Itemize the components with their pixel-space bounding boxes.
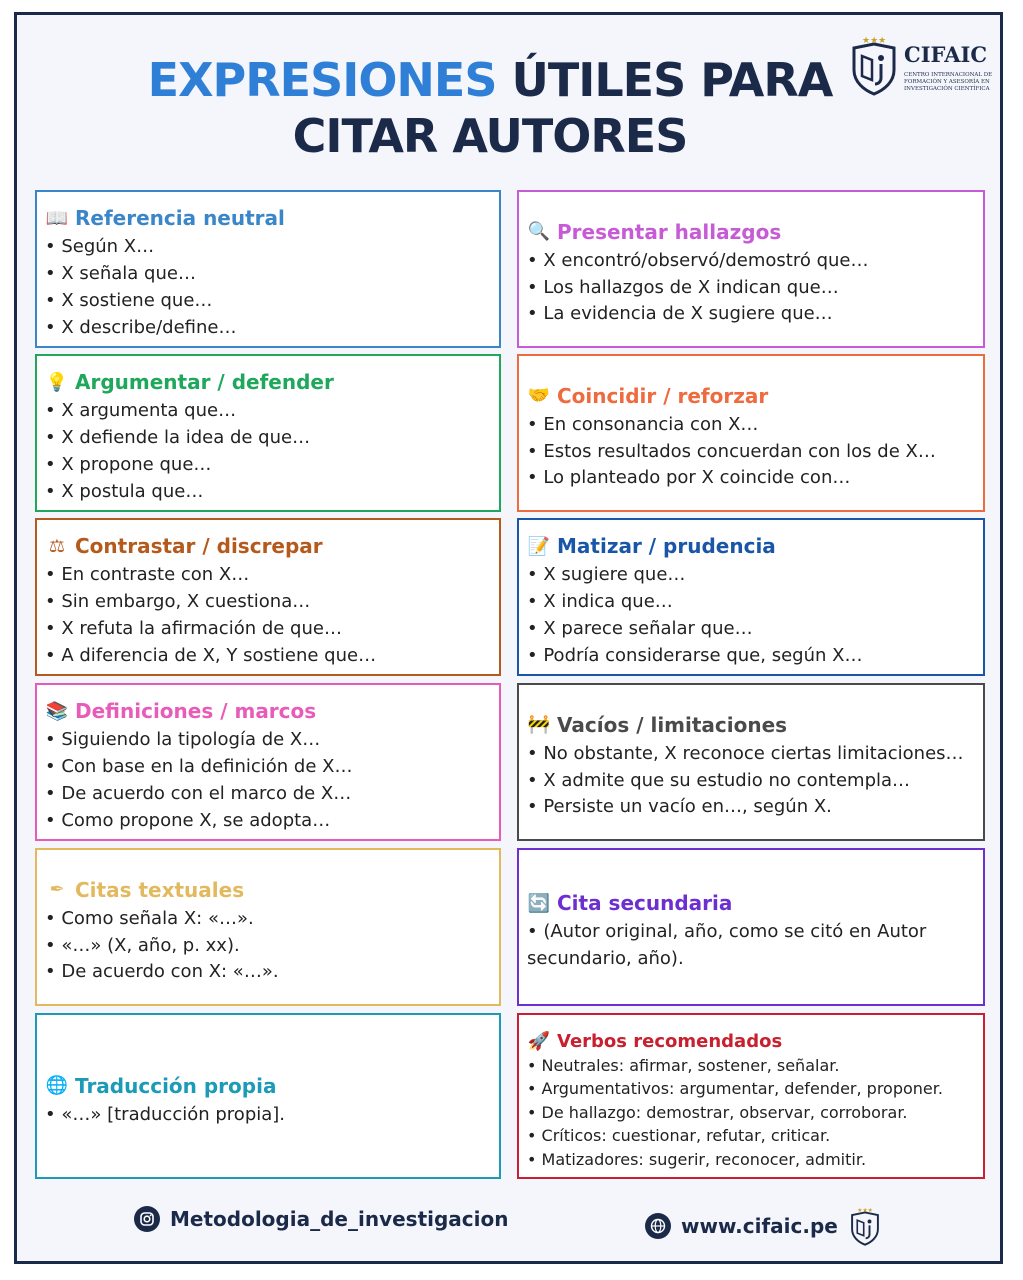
card-title-text: Contrastar / discrepar (75, 534, 323, 559)
card-argumentar-defender (35, 354, 501, 512)
list-item (527, 562, 977, 589)
card-list (45, 398, 493, 505)
card-title (45, 878, 493, 902)
card-title (527, 220, 977, 244)
title-highlight: EXPRESIONES (147, 53, 497, 107)
list-item-text: Siguiendo la tipología de X… (61, 729, 321, 751)
card-title-text: Argumentar / defender (75, 370, 334, 395)
card-cita-secundaria (517, 848, 985, 1006)
list-item-text: X postula que… (61, 480, 204, 502)
card-list (45, 562, 493, 669)
card-title-text: Presentar hallazgos (557, 219, 782, 244)
barrier-icon: 🚧 (527, 714, 551, 736)
list-item (45, 452, 493, 479)
card-title-text: Vacíos / limitaciones (557, 712, 788, 737)
list-item-text: X encontró/observó/demostró que… (543, 249, 869, 271)
list-item (527, 1101, 977, 1125)
list-item-text: De acuerdo con X: «…». (61, 961, 279, 983)
list-item (45, 562, 493, 589)
card-title (527, 713, 977, 737)
card-title (527, 384, 977, 408)
list-item (45, 959, 493, 986)
card-title (45, 699, 493, 723)
list-item (527, 275, 977, 302)
list-item-text: Como señala X: «…». (61, 907, 254, 929)
instagram-handle: Metodologia_de_investigacion (170, 1207, 509, 1231)
list-item (45, 727, 493, 754)
globe-icon: 🌐 (45, 1075, 69, 1097)
list-item (45, 643, 493, 670)
card-referencia-neutral (35, 190, 501, 348)
list-item-text: De acuerdo con el marco de X… (61, 783, 352, 804)
list-item (527, 589, 977, 616)
list-item-text: Matizadores: sugerir, reconocer, admitir. (541, 1149, 867, 1169)
list-item-text: La evidencia de X sugiere que… (543, 303, 833, 325)
title-rest: ÚTILES PARA (511, 53, 833, 107)
list-item (45, 261, 493, 288)
list-item (45, 808, 493, 835)
list-item-text: Argumentativos: argumentar, defender, proponer. (541, 1079, 943, 1099)
card-title (45, 370, 493, 394)
card-citas-textuales (35, 848, 501, 1006)
shield-logo-icon (848, 34, 900, 96)
list-item-text: X describe/define… (61, 316, 237, 338)
list-item (527, 439, 977, 466)
card-title (45, 206, 493, 230)
list-item (45, 315, 493, 342)
list-item-text: Neutrales: afirmar, sostener, señalar. (541, 1055, 840, 1075)
list-item-text: En consonancia con X… (543, 413, 759, 435)
website-url: www.cifaic.pe (681, 1214, 838, 1238)
list-item (45, 781, 493, 808)
list-item-text: Como propone X, se adopta… (61, 809, 331, 831)
title-line2: CITAR AUTORES (292, 109, 688, 163)
list-item-text: X defiende la idea de que… (61, 427, 311, 449)
card-title (527, 891, 977, 915)
list-item (527, 741, 977, 768)
list-item (45, 479, 493, 506)
card-title-text: Definiciones / marcos (75, 699, 317, 724)
list-item-text: X parece señalar que… (543, 618, 753, 639)
logo-name: CIFAIC (904, 42, 988, 67)
refresh-icon: 🔄 (527, 892, 551, 914)
list-item (527, 794, 977, 821)
list-item-text: Estos resultados concuerdan con los de X… (543, 440, 936, 462)
card-coincidir-reforzar (517, 354, 985, 512)
card-traduccion-propia (35, 1013, 501, 1179)
globe-icon (645, 1213, 671, 1239)
list-item-text: X sostiene que… (61, 290, 213, 311)
card-verbos-recomendados (517, 1013, 985, 1179)
list-item-text: Sin embargo, X cuestiona… (61, 591, 311, 613)
card-vacios-limitaciones (517, 683, 985, 841)
card-title (527, 1031, 977, 1052)
list-item (527, 301, 977, 328)
list-item-text: No obstante, X reconoce ciertas limitaciones… (543, 742, 964, 764)
list-item (45, 906, 493, 933)
list-item-text: (Autor original, año, como se citó en Autor secundario, año). (527, 921, 927, 969)
footer-instagram[interactable] (134, 1206, 509, 1232)
card-title-text: Coincidir / reforzar (557, 383, 769, 408)
list-item-text: X indica que… (543, 591, 673, 613)
list-item (527, 643, 977, 670)
list-item-text: X argumenta que… (61, 400, 237, 422)
list-item-text: «…» [traducción propia]. (61, 1103, 286, 1125)
card-list (527, 919, 977, 973)
list-item (527, 1077, 977, 1101)
list-item (527, 465, 977, 492)
list-item-text: X señala que… (61, 263, 196, 285)
card-title (527, 534, 977, 558)
card-list (527, 562, 977, 669)
scales-icon: ⚖ (48, 535, 66, 557)
list-item-text: X admite que su estudio no contempla… (543, 769, 911, 791)
list-item-text: En contraste con X… (61, 564, 250, 586)
list-item (527, 412, 977, 439)
card-list (45, 234, 493, 341)
list-item (45, 234, 493, 261)
list-item (45, 398, 493, 425)
card-title (45, 1074, 493, 1098)
card-title-text: Referencia neutral (75, 206, 285, 231)
page-title (120, 52, 860, 164)
card-title-text: Verbos recomendados (557, 1030, 783, 1052)
list-item (45, 425, 493, 452)
instagram-icon (134, 1206, 160, 1232)
list-item-text: Persiste un vacío en…, según X. (543, 796, 832, 818)
list-item (45, 1102, 493, 1129)
card-list (45, 727, 493, 834)
rocket-icon: 🚀 (527, 1030, 551, 1052)
list-item-text: X propone que… (61, 454, 212, 475)
list-item (45, 616, 493, 643)
svg-text:★★★: ★★★ (857, 1207, 873, 1214)
list-item (527, 768, 977, 795)
handshake-icon: 🤝 (527, 385, 551, 407)
list-item (527, 1148, 977, 1172)
list-item (527, 248, 977, 275)
list-item-text: De hallazgo: demostrar, observar, corroborar. (541, 1102, 908, 1122)
card-list (527, 412, 977, 492)
card-list (527, 248, 977, 328)
card-title (45, 534, 493, 558)
logo-subtitle: CENTRO INTERNACIONAL DE FORMACIÓN Y ASESORÍA EN INVESTIGACIÓN CIENTÍFICA (904, 72, 993, 92)
magnifier-icon: 🔍 (527, 221, 551, 243)
list-item (527, 1124, 977, 1148)
card-contrastar-discrepar (35, 518, 501, 676)
list-item-text: Según X… (61, 236, 155, 258)
list-item-text: Los hallazgos de X indican que… (543, 276, 839, 298)
list-item (45, 933, 493, 960)
list-item-text: Críticos: cuestionar, refutar, criticar. (541, 1126, 831, 1146)
card-list (45, 906, 493, 986)
list-item-text: X refuta la afirmación de que… (61, 618, 342, 639)
lightbulb-icon: 💡 (45, 371, 69, 393)
list-item (527, 616, 977, 643)
card-list (527, 741, 977, 821)
list-item-text: X sugiere que… (543, 564, 686, 586)
list-item-text: A diferencia de X, Y sostiene que… (61, 644, 377, 666)
books-icon: 📚 (45, 700, 69, 722)
card-title-text: Cita secundaria (557, 891, 733, 916)
card-definiciones-marcos (35, 683, 501, 841)
list-item-text: Con base en la definición de X… (61, 756, 353, 778)
pen-icon: ✒ (49, 879, 65, 901)
memo-icon: 📝 (527, 535, 551, 557)
list-item-text: Podría considerarse que, según X… (543, 644, 863, 666)
card-title-text: Matizar / prudencia (557, 534, 776, 559)
list-item (45, 754, 493, 781)
card-matizar-prudencia (517, 518, 985, 676)
list-item (45, 589, 493, 616)
card-list (45, 1102, 493, 1129)
card-title-text: Citas textuales (75, 877, 245, 902)
list-item (45, 288, 493, 315)
cifaic-logo (848, 34, 998, 100)
book-icon: 📖 (45, 207, 69, 229)
list-item (527, 1054, 977, 1078)
list-item (527, 919, 977, 973)
card-title-text: Traducción propia (75, 1073, 277, 1098)
card-presentar-hallazgos (517, 190, 985, 348)
card-list (527, 1054, 977, 1172)
list-item-text: «…» (X, año, p. xx). (61, 934, 240, 956)
list-item-text: Lo planteado por X coincide con… (543, 467, 851, 489)
svg-text:★★★: ★★★ (862, 36, 887, 46)
shield-logo-icon (848, 1206, 882, 1246)
footer-website[interactable] (645, 1206, 882, 1246)
